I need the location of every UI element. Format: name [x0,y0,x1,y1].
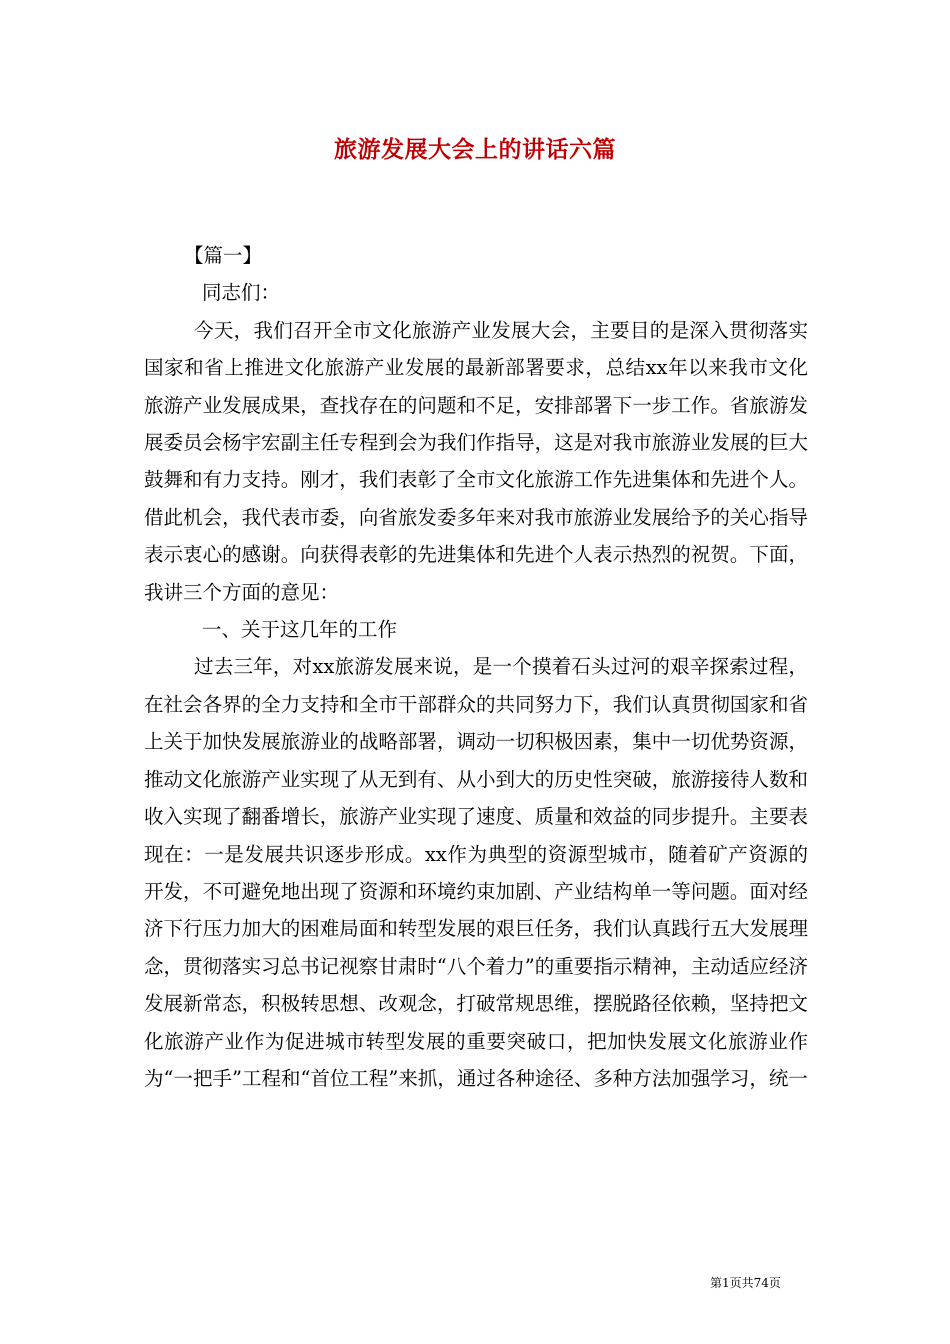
section-label: 【篇一】 [184,244,263,267]
paragraph: 今天，我们召开全市文化旅游产业发展大会，主要目的是深入贯彻落实国家和省上推进文化旅游产业发展的最新部署要求，总结xx年以来我市文化旅游产业发展成果，查找存在的问题和不足，安排部署下一步工作。省旅游发展委员会杨宇宏副主任专程到会为我们作指导，这是对我市旅游业发展的巨大鼓舞和有力支持。刚才，我们表彰了全市文化旅游工作先进集体和先进个人。借此机会，我代表市委，向省旅发委多年来对我市旅游业发展给予的关心指导表示衷心的感谢。向获得表彰的先进集体和先进个人表示热烈的祝贺。下面，我讲三个方面的意见： [144,318,808,604]
salutation: 同志们： [202,281,281,305]
document-title: 旅游发展大会上的讲话六篇 [334,136,616,163]
section-heading: 一、关于这几年的工作 [202,618,398,642]
paragraph: 过去三年，对xx旅游发展来说，是一个摸着石头过河的艰辛探索过程，在社会各界的全力支持和全市干部群众的共同努力下，我们认真贯彻国家和省上关于加快发展旅游业的战略部署，调动一切积极因素，集中一切优势资源，推动文化旅游产业实现了从无到有、从小到大的历史性突破，旅游接待人数和收入实现了翻番增长，旅游产业实现了速度、质量和效益的同步提升。主要表现在：一是发展共识逐步形成。xx作为典型的资源型城市，随着矿产资源的开发，不可避免地出现了资源和环境约束加剧、产业结构单一等问题。面对经济下行压力加大的困难局面和转型发展的艰巨任务，我们认真践行五大发展理念，贯彻落实习总书记视察甘肃时“八个着力”的重要指示精神，主动适应经济发展新常态，积极转思想、改观念，打破常规思维，摆脱路径依赖，坚持把文化旅游产业作为促进城市转型发展的重要突破口，把加快发展文化旅游业作为“一把手”工程和“首位工程”来抓，通过各种途径、多种方法加强学习，统一 [144,655,808,1090]
document-body [144,237,808,1097]
page-number: 第1页共74页 [710,1276,781,1290]
